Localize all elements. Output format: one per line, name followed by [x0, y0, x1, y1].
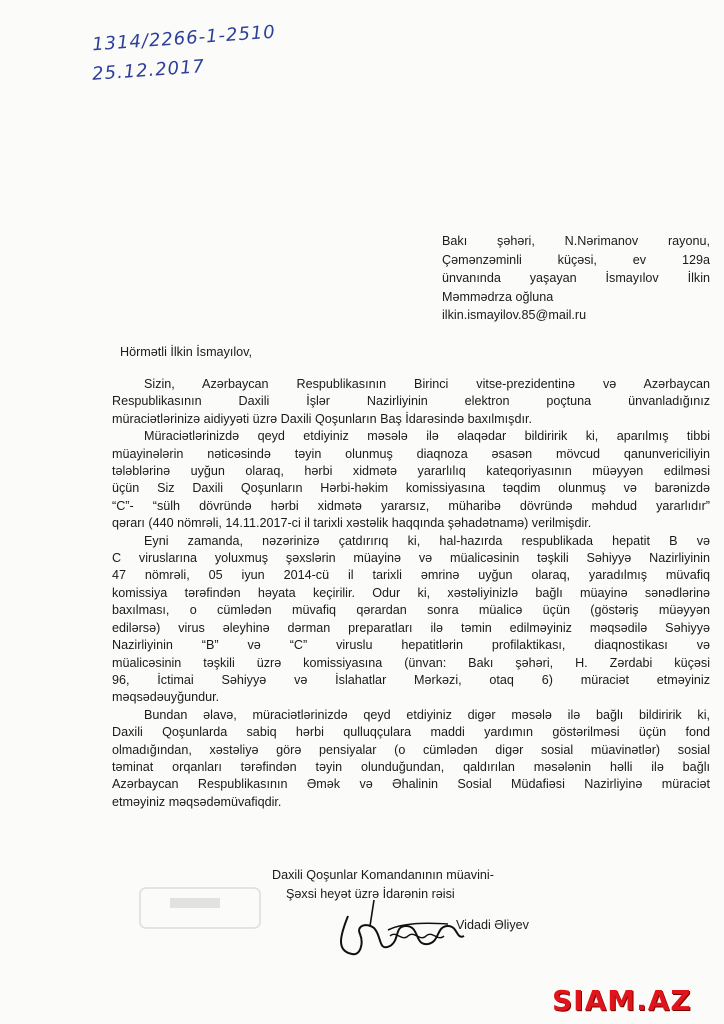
letter-body — [112, 376, 710, 811]
body-line: tələblərinə uyğun olaraq, hərbi xidmətə yararlılıq kateqoriyasının müəyyən edilməsi — [112, 464, 710, 479]
body-line: müraciətlərinizə aidiyyəti üzrə Daxili Qoşunların Baş İdarəsində baxılmışdır. — [112, 411, 532, 426]
body-line: olmadığından, xəstəliyə görə pensiyalar (o cümlədən digər sosial müavinətlər) sosial — [112, 742, 710, 757]
body-line: baxılması, o cümlədən müvafiq qərardan sonra müalicə üçün (göstəriş müəyyən — [112, 603, 710, 618]
body-line: məqsədəuyğundur. — [112, 690, 220, 705]
body-line: C viruslarına yoluxmuş şəxslərin müayinə və müalicəsinin təşkili Səhiyyə Nazirliyinin — [112, 551, 710, 566]
body-line: Nazirliyinin “B” və “C” viruslu hepatitlərin profilaktikası, diaqnostikası və — [112, 638, 710, 653]
address-line: Çəmənzəminli küçəsi, ev 129a — [442, 252, 710, 267]
address-line: Bakı şəhəri, N.Nərimanov rayonu, — [442, 234, 710, 248]
greeting: Hörmətli İlkin İsmayılov, — [120, 345, 253, 359]
body-line: üçün Siz Daxili Qoşunların Hərbi-həkim komissiyasına təqdim olunmuş və barənizdə — [112, 481, 710, 496]
siam-logo: SIAM.AZ — [552, 984, 692, 1017]
body-line: komissiya tərəfindən həyata keçirilir. Odur ki, xəstəliyinizlə bağlı müayinə sənədlərinə — [112, 585, 710, 600]
body-line: 47 nömrəli, 05 iyun 2014-cü il tarixli əmrinə uyğun olaraq, yaradılmış müvafiq — [112, 568, 710, 583]
signer-position-line2: Şəxsi heyət üzrə İdarənin rəisi — [286, 887, 455, 901]
body-line: Daxili Qoşunlarda sabiq hərbi qulluqçulara maddi yardımın göstərilməsi üçün fond — [112, 725, 710, 740]
body-line: Eyni zamanda, nəzərinizə çatdırırıq ki, hal-hazırda respublikada hepatit B və — [144, 533, 710, 548]
faint-stamp — [130, 880, 280, 940]
body-line: təminat orqanları tərəfindən təyin olunduğundan, qaldırılan məsələnin həlli ilə bağlı — [112, 759, 710, 774]
body-line: Bundan əlavə, müraciətlərinizdə qeyd etdiyiniz digər məsələ ilə bağlı bildiririk ki, — [144, 707, 710, 722]
body-line: müayinələrin nəticəsində təyin olunmuş diaqnoza əsasən mövcud qanunvericiliyin — [112, 446, 710, 461]
recipient-email: ilkin.ismayilov.85@mail.ru — [442, 308, 587, 322]
signer-position-line1: Daxili Qoşunlar Komandanının müavini- — [272, 868, 494, 882]
recipient-address — [442, 232, 710, 325]
body-line: edilərsə) virus əleyhinə dərman preparatları ilə təmin edilməyiniz məqsədilə Səhiyyə — [112, 620, 710, 635]
handwritten-date: 25.12.2017 — [91, 56, 206, 85]
body-line: Sizin, Azərbaycan Respublikasının Birinci vitse-prezidentinə və Azərbaycan — [144, 377, 710, 391]
handwritten-registration-number: 1314/2266-1-2510 — [91, 21, 277, 56]
body-line: etməyiniz məqsədəmüvafiqdir. — [112, 794, 282, 809]
signer-name: Vidadi Əliyev — [456, 918, 529, 932]
body-line: Respublikasının Daxili İşlər Nazirliyinin elektron poçtuna ünvanladığınız — [112, 394, 710, 409]
address-line: ünvanında yaşayan İsmayılov İlkin — [442, 271, 710, 285]
body-line: Müraciətlərinizdə qeyd etdiyiniz məsələ ilə əlaqədar bildiririk ki, aparılmış tibbi — [144, 429, 710, 444]
body-line: 96, İctimai Səhiyyə və İslahatlar Mərkəzi, otaq 6) müraciət etməyiniz — [112, 672, 710, 687]
body-line: Azərbaycan Respublikasının Əmək və Əhalinin Sosial Müdafiəsi Nazirliyinə müraciət — [112, 777, 710, 792]
body-line: “C”- “sülh dövründə hərbi xidmətə yararsız, müharibə dövründə məhdud yararlıdır” — [112, 498, 710, 513]
body-line: qərarı (440 nömrəli, 14.11.2017-ci il tarixli xəstəlik haqqında şəhadətnamə) verilmişdir. — [112, 516, 592, 531]
address-line: Məmmədrza oğluna — [442, 289, 554, 304]
body-line: müalicəsinin təşkili üzrə komissiyasına (ünvan: Bakı şəhəri, H. Zərdabi küçəsi — [112, 655, 710, 670]
